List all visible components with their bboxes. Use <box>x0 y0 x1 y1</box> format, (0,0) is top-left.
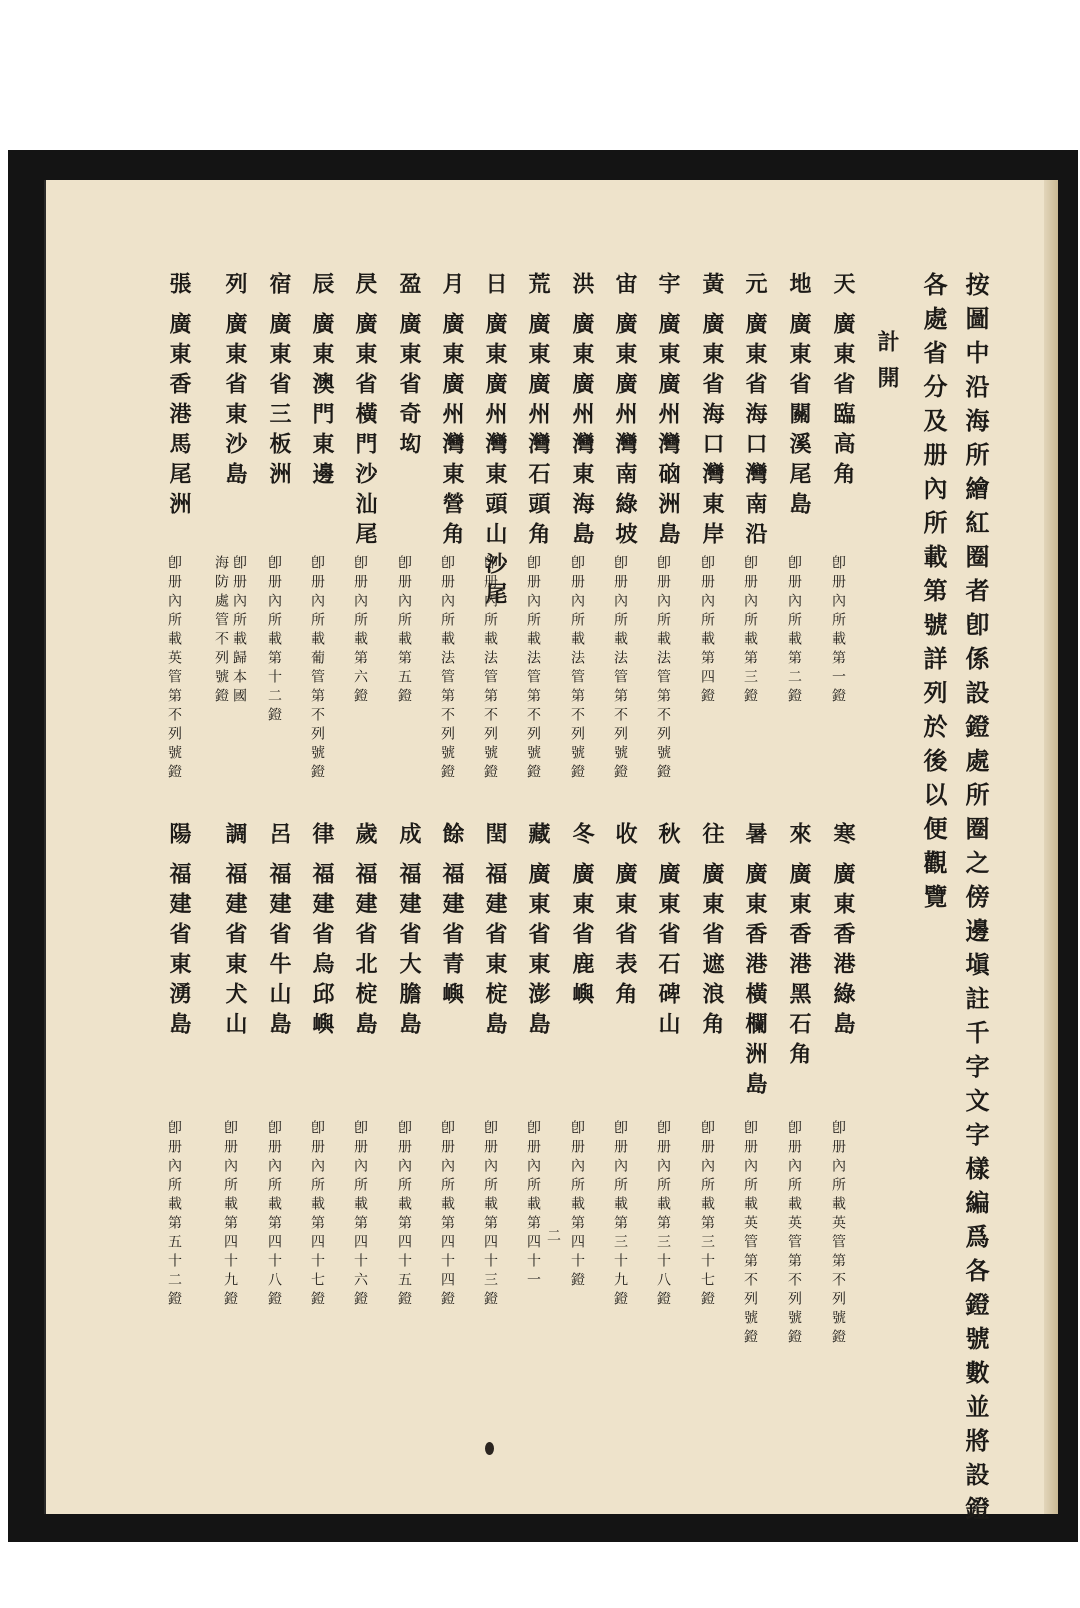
entry-place: 廣東省海口灣南沿 <box>742 312 768 552</box>
entry-note: 卽册內所載第三鐙 <box>742 555 758 707</box>
entry-place: 廣東省石碑山 <box>655 862 681 1042</box>
entry-mark: 天 <box>830 272 856 294</box>
entry-place: 廣東省三板洲 <box>266 312 292 492</box>
entry-note: 卽册內所載歸本國 <box>231 555 247 707</box>
entry-mark: 月 <box>439 272 465 294</box>
entry-note: 卽册內所載英管第不列號鐙 <box>786 1120 802 1348</box>
entry-place: 廣東澳門東邊 <box>309 312 335 492</box>
entry-place: 福建省青嶼 <box>439 862 465 1012</box>
entry-note: 卽册內所載第三十七鐙 <box>699 1120 715 1310</box>
entry-mark: 寒 <box>830 822 856 844</box>
entry-mark: 昃 <box>352 272 378 294</box>
entry-mark: 洪 <box>569 272 595 294</box>
entry-mark: 往 <box>699 822 725 844</box>
entry-note: 卽册內所載英管第不列號鐙 <box>166 555 182 783</box>
entry-mark: 秋 <box>655 822 681 844</box>
entry-place: 廣東省臨高角 <box>830 312 856 492</box>
entry-place: 廣東香港馬尾洲 <box>166 312 192 522</box>
entry-mark: 元 <box>742 272 768 294</box>
entry-mark: 律 <box>309 822 335 844</box>
header-line-2: 各處省分及册內所載第號詳列於後以便觀覽 <box>919 272 948 918</box>
entry-mark: 盈 <box>396 272 422 294</box>
entry-mark: 辰 <box>309 272 335 294</box>
entry-note: 卽册內所載法管第不列號鐙 <box>439 555 455 783</box>
entry-place: 廣東廣州灣石頭角 <box>525 312 551 552</box>
entry-place: 福建省烏邱嶼 <box>309 862 335 1042</box>
entry-mark: 餘 <box>439 822 465 844</box>
entry-mark: 藏 <box>525 822 551 844</box>
entry-note: 卽册內所載第三十九鐙 <box>612 1120 628 1310</box>
entry-note: 卽册內所載英管第不列號鐙 <box>830 1120 846 1348</box>
header-line-1: 按圖中沿海所繪紅圈者卽係設鐙處所圈之傍邊塡註千字文字樣編爲各鐙號數並將設鐙 <box>961 272 990 1530</box>
entry-note: 卽册內所載第二鐙 <box>786 555 802 707</box>
entry-note: 卽册內所載葡管第不列號鐙 <box>309 555 325 783</box>
entry-place: 廣東省關溪尾島 <box>786 312 812 522</box>
entry-note: 卽册內所載第四十八鐙 <box>266 1120 282 1310</box>
entry-place: 廣東香港綠島 <box>830 862 856 1042</box>
entry-mark: 成 <box>396 822 422 844</box>
entry-mark: 冬 <box>569 822 595 844</box>
entry-mark: 閏 <box>482 822 508 844</box>
entry-note: 卽册內所載第四十七鐙 <box>309 1120 325 1310</box>
entry-note: 卽册內所載法管第不列號鐙 <box>482 555 498 783</box>
entry-mark: 荒 <box>525 272 551 294</box>
entry-place: 廣東廣州灣東營角 <box>439 312 465 552</box>
entry-place: 廣東省東沙島 <box>222 312 248 492</box>
entry-place: 福建省北椗島 <box>352 862 378 1042</box>
entry-mark: 宿 <box>266 272 292 294</box>
entry-mark: 暑 <box>742 822 768 844</box>
entry-note-extra: 二 <box>545 1228 561 1247</box>
entry-mark: 來 <box>786 822 812 844</box>
entry-place: 廣東省表角 <box>612 862 638 1012</box>
page-edge <box>1044 180 1058 1514</box>
entry-mark: 歲 <box>352 822 378 844</box>
entry-note: 卽册內所載第四十一 <box>525 1120 541 1291</box>
entry-place: 廣東省鹿嶼 <box>569 862 595 1012</box>
entry-note: 卽册內所載第五十二鐙 <box>166 1120 182 1310</box>
entry-mark: 日 <box>482 272 508 294</box>
entry-note: 卽册內所載第四十六鐙 <box>352 1120 368 1310</box>
entry-note: 卽册內所載第四十九鐙 <box>222 1120 238 1310</box>
entry-place: 廣東省奇㘭 <box>396 312 422 462</box>
entry-place: 廣東省遮浪角 <box>699 862 725 1042</box>
entry-note: 卽册內所載法管第不列號鐙 <box>655 555 671 783</box>
entry-note: 卽册內所載第一鐙 <box>830 555 846 707</box>
entry-place: 廣東香港黑石角 <box>786 862 812 1072</box>
entry-place: 福建省東犬山 <box>222 862 248 1042</box>
entry-place: 福建省東椗島 <box>482 862 508 1042</box>
entry-place: 廣東省橫門沙汕尾 <box>352 312 378 552</box>
entry-place: 廣東廣州灣東海島 <box>569 312 595 552</box>
entry-note: 卽册內所載第十二鐙 <box>266 555 282 726</box>
entry-note: 卽册內所載第六鐙 <box>352 555 368 707</box>
entry-place: 廣東廣州灣硇洲島 <box>655 312 681 552</box>
entry-note: 卽册內所載第四十五鐙 <box>396 1120 412 1310</box>
entry-place: 廣東省海口灣東岸 <box>699 312 725 552</box>
entry-note: 卽册內所載第三十八鐙 <box>655 1120 671 1310</box>
entry-mark: 地 <box>786 272 812 294</box>
entry-mark: 收 <box>612 822 638 844</box>
entry-note: 卽册內所載第五鐙 <box>396 555 412 707</box>
entry-note: 卽册內所載第四鐙 <box>699 555 715 707</box>
subheading: 計開 <box>874 330 900 402</box>
entry-note: 卽册內所載第四十鐙 <box>569 1120 585 1291</box>
entry-mark: 呂 <box>266 822 292 844</box>
entry-mark: 黃 <box>699 272 725 294</box>
entry-note: 卽册內所載第四十三鐙 <box>482 1120 498 1310</box>
entry-note: 卽册內所載第四十四鐙 <box>439 1120 455 1310</box>
entry-mark: 宇 <box>655 272 681 294</box>
entry-note: 卽册內所載法管第不列號鐙 <box>612 555 628 783</box>
entry-mark: 列 <box>222 272 248 294</box>
entry-note: 卽册內所載英管第不列號鐙 <box>742 1120 758 1348</box>
entry-place: 福建省大膽島 <box>396 862 422 1042</box>
entry-place: 廣東廣州灣南綠坡 <box>612 312 638 552</box>
entry-place: 福建省牛山島 <box>266 862 292 1042</box>
entry-note: 海防處管不列號鐙 <box>213 555 229 707</box>
entry-note: 卽册內所載法管第不列號鐙 <box>525 555 541 783</box>
entry-place: 廣東香港橫欄洲島 <box>742 862 768 1102</box>
entry-mark: 宙 <box>612 272 638 294</box>
entry-mark: 調 <box>222 822 248 844</box>
entry-note: 卽册內所載法管第不列號鐙 <box>569 555 585 783</box>
entry-mark: 陽 <box>166 822 192 844</box>
entry-mark: 張 <box>166 272 192 294</box>
entry-place: 廣東廣州灣東頭山沙尾 <box>482 312 508 612</box>
ink-spot <box>485 1442 494 1455</box>
entry-place: 廣東省東澎島 <box>525 862 551 1042</box>
entry-place: 福建省東湧島 <box>166 862 192 1042</box>
